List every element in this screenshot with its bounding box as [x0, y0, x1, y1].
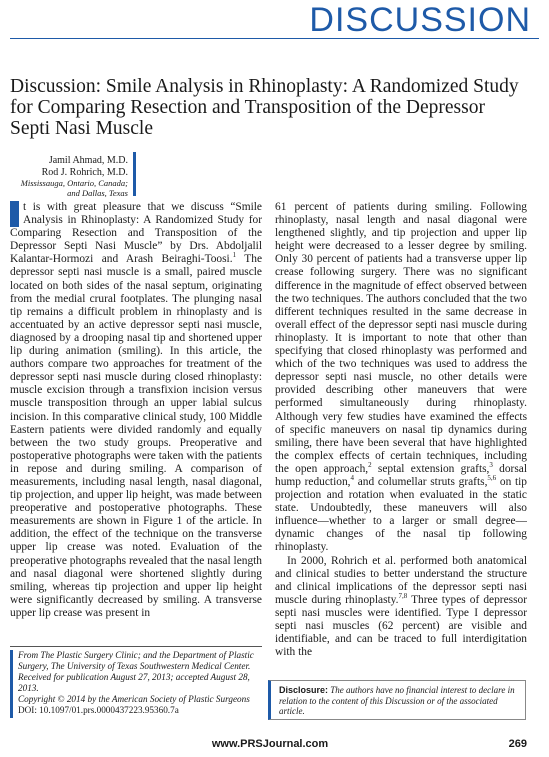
affiliation-block [18, 650, 262, 716]
doi: DOI: 10.1097/01.prs.0000437223.95360.7a [18, 705, 179, 715]
author-2: Rod J. Rohrich, M.D. [41, 166, 128, 178]
paragraph [10, 201, 262, 620]
paragraph [275, 555, 527, 660]
author-1: Jamil Ahmad, M.D. [48, 155, 128, 166]
location-2: and Dallas, Texas [67, 188, 128, 198]
body-column-left [10, 201, 262, 639]
paragraph-text: septal extension grafts, [371, 462, 490, 475]
affiliation-accent-bar [10, 650, 13, 718]
journal-url[interactable]: www.PRSJournal.com [211, 738, 329, 750]
disclosure-label: Disclosure: [279, 685, 329, 695]
citation-ref: 7,8 [398, 592, 408, 601]
section-label: DISCUSSION [309, 1, 531, 39]
page-number: 269 [508, 738, 527, 750]
paragraph [275, 201, 527, 555]
drop-cap-bar [10, 201, 19, 227]
body-column-right [275, 201, 527, 677]
affiliation-copyright: Copyright © 2014 by the American Society of Plastic Surgeons [18, 694, 250, 704]
citation-ref: 1 [232, 251, 237, 260]
affiliation-rule [10, 646, 262, 647]
citation-ref: 5,6 [487, 474, 497, 483]
paragraph-text: The depressor septi nasi muscle is a small, paired muscle located on both sides of the nasal septum, originating from the medial crural footplates. The plunging nasal tip remains a difficult problem in rhinoplasty and is accentuated by an active depressor septi nasi muscle, diagnosed by a drooping nasal tip and shortened upper lip during animation (smiling). In this article, the authors compare two approaches for treatment of the depressor septi nasi muscle during closed rhinoplasty: muscle excision through a transfixion incision versus muscle transposition through an upper labial sulcus incision. In this comparative clinical study, 100 Middle Eastern patients were divided randomly and equally between the two study groups. Preoperative and postoperative photographs were taken with the patients in repose and during smiling. A comparison of measurements, including nasal length, nasal diagonal, tip projection, and upper lip height, was made between preoperative and postoperative photographs. These measurements are shown in Figure 1 of the article. In addition, the effect of the technique on the transverse upper lip crease was noted. Evaluation of the preoperative photographs revealed that the nasal length and nasal diagonal were shortened slightly during smiling, whereas tip projection and upper lip height were significantly decreased by smiling. A transverse upper lip crease was present in [10, 253, 262, 619]
paragraph-text: on tip projection and rotation when evaluated in the static state. Undoubtedly, these maneuvers will also influence—whether to a larger or small degree—dynamic changes of the nasal tip following rhinoplasty. [275, 475, 527, 554]
disclosure-box [268, 680, 526, 720]
citation-ref: 3 [489, 461, 493, 470]
paragraph-text: 61 percent of patients during smiling. Following rhinoplasty, nasal length and nasal diagonal were lengthened slightly, and tip projection and upper lip height were decreased to a lesser degree by smiling. Only 30 percent of patients had a transverse upper lip crease following surgery. There was no significant difference in the magnitude of effect observed between the two techniques. The authors concluded that the two different techniques resulted in the same decrease in overall effect of the depressor septi nasi muscle during rhinoplasty. It is important to note that other than specifying that closed rhinoplasty was performed and which of the two techniques was used to address the depressor septi nasi muscle, no other details were provided describing other maneuvers that were performed simultaneously during rhinoplasty. Although very few studies have examined the effects of specific maneuvers on nasal tip dynamics during smiling, there have been several that have highlighted the complex effects of certain techniques, including the open approach, [275, 201, 527, 475]
affiliation-received: Received for publication August 27, 2013; accepted August 28, 2013. [18, 672, 250, 693]
paragraph-text: t is with great pleasure that we discuss “Smile Analysis in Rhinoplasty: A Randomized Study for Comparing Resection and Transposition of the Depressor Septi Nasi Muscle” by Drs. Abdoljalil Kalantar-Hormozi and Arash Beiraghi-Toosi. [10, 201, 262, 266]
citation-ref: 2 [368, 461, 372, 470]
disclosure-text: The authors have no financial interest to declare in relation to the content of this Discussion or of the associated article. [279, 685, 515, 716]
paragraph-text: In 2000, Rohrich et al. performed both anatomical and clinical studies to better understand the structure and clinical implications of the depressor septi nasi muscle during rhinoplasty. [275, 554, 527, 606]
paragraph-text: dorsal hump reduction, [275, 462, 527, 488]
byline [20, 155, 128, 198]
byline-accent-bar [133, 152, 136, 196]
affiliation-from: From The Plastic Surgery Clinic; and the Department of Plastic Surgery, The University of Texas Southwestern Medical Center. [18, 650, 254, 671]
citation-ref: 4 [350, 474, 355, 483]
location-1: Mississauga, Ontario, Canada; [20, 178, 128, 188]
paragraph-text: Three types of depressor septi nasi muscles were identified. Type I depressor septi nasi muscles (62 percent) are visible and identifiable, and can be traced to full interdigitation with the [275, 593, 527, 659]
article-title: Discussion: Smile Analysis in Rhinoplasty: A Randomized Study for Comparing Resection and Transposition of the Depressor Septi Nasi Muscle [10, 76, 519, 139]
paragraph-text: and columellar struts grafts, [354, 475, 488, 488]
